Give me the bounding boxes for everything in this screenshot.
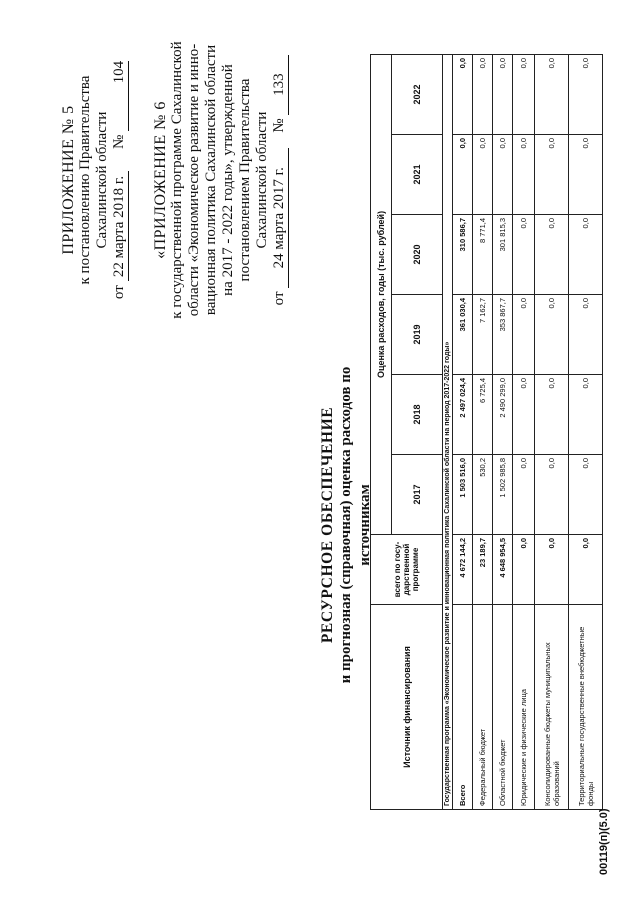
row-value: 6 725,4 [473,375,493,455]
row-value: 0,0 [569,375,603,455]
heading-title: РЕСУРСНОЕ ОБЕСПЕЧЕНИЕ [319,406,336,644]
row-label: Консолидированные бюджеты муниципальных образований [535,605,569,810]
row-value: 0,0 [569,455,603,535]
appendix-header [60,15,129,345]
row-value: 0,0 [513,375,535,455]
appendix-line-2: Сахалинской области [94,111,110,249]
row-value: 0,0 [569,215,603,295]
row-value: 0,0 [513,455,535,535]
row-value: 530,2 [473,455,493,535]
appendix-date-value: 22 марта 2018 г. [111,171,129,281]
row-value: 0,0 [453,135,473,215]
quote-line-4: на 2017 - 2022 годы», утвержденной [220,64,236,296]
quote-line-6: Сахалинской области [254,111,270,249]
quote-date-value: 24 марта 2017 г. [271,148,289,288]
row-value: 0,0 [513,135,535,215]
quote-header [152,10,289,350]
row-value: 8 771,4 [473,215,493,295]
col-header-estimate: Оценка расходов, годы (тыс. рублей) [371,54,392,534]
appendix-number-prefix: № [111,134,127,149]
row-value: 0,0 [493,54,513,134]
appendix-line-1: к постановлению Правительства [77,75,93,285]
table-row [493,54,513,809]
row-label: Территориальные государственные внебюджетные фонды [569,605,603,810]
row-value: 353 867,7 [493,295,513,375]
quote-title: «ПРИЛОЖЕНИЕ № 6 [152,101,169,259]
table-row [569,54,603,809]
col-header-year: 2018 [392,375,443,455]
row-label: Юридические и физические лица [513,605,535,810]
quote-line-1: к государственной программе Сахалинской [169,41,185,319]
row-value: 0,0 [535,215,569,295]
row-value: 0,0 [513,295,535,375]
table-row [535,54,569,809]
appendix-number-value: 104 [111,61,129,131]
row-value: 1 503 516,0 [453,455,473,535]
funding-table [370,54,603,810]
row-value: 0,0 [569,135,603,215]
row-total: 23 189,7 [473,535,493,605]
row-value: 7 162,7 [473,295,493,375]
row-total: 0,0 [513,535,535,605]
col-header-source: Источник финансирования [371,605,443,810]
appendix-title: ПРИЛОЖЕНИЕ № 5 [60,105,77,255]
funding-table-wrap [370,55,603,810]
quote-line-2: области «Экономическое развитие и инно- [186,43,202,317]
row-value: 0,0 [535,135,569,215]
row-value: 310 586,7 [453,215,473,295]
row-value: 0,0 [535,295,569,375]
quote-number-value: 133 [271,55,289,115]
program-name: Государственная программа «Экономическое развитие и инновационная политика Сахалинской области на период 2017-2022 годы» [443,54,453,809]
row-value: 0,0 [535,375,569,455]
row-value: 361 030,4 [453,295,473,375]
row-value: 2 497 024,4 [453,375,473,455]
row-label: Областной бюджет [493,605,513,810]
program-row [443,54,453,809]
row-total: 0,0 [535,535,569,605]
row-label: Всего [453,605,473,810]
row-value: 0,0 [569,54,603,134]
row-value: 0,0 [535,455,569,535]
appendix-date-line [111,15,129,345]
col-header-year: 2021 [392,135,443,215]
row-total: 4 648 954,5 [493,535,513,605]
col-header-total: всего по госу-дарственной программе [371,535,443,605]
quote-date-line [271,10,289,350]
row-value: 301 815,3 [493,215,513,295]
row-value: 0,0 [493,135,513,215]
row-value: 0,0 [513,215,535,295]
col-header-year: 2020 [392,215,443,295]
document-code: 00119(п)(5.0) [598,808,610,875]
quote-line-3: вационная политика Сахалинской области [203,44,219,316]
row-value: 0,0 [535,54,569,134]
quote-line-5: постановлением Правительства [237,78,253,282]
header-row-1 [371,54,392,809]
table-row [513,54,535,809]
document-heading [318,345,375,705]
table-row [473,54,493,809]
col-header-year: 2017 [392,455,443,535]
heading-subtitle: и прогнозная (справочная) оценка расходов по источникам [338,366,373,684]
row-value: 1 502 985,8 [493,455,513,535]
row-value: 0,0 [569,295,603,375]
row-value: 0,0 [513,54,535,134]
col-header-year: 2022 [392,54,443,134]
row-total: 4 672 144,2 [453,535,473,605]
appendix-date-prefix: от [111,285,127,300]
col-header-year: 2019 [392,295,443,375]
row-value: 2 490 299,0 [493,375,513,455]
quote-date-prefix: от [271,291,287,306]
row-value: 0,0 [453,54,473,134]
row-label: Федеральный бюджет [473,605,493,810]
row-value: 0,0 [473,54,493,134]
row-value: 0,0 [473,135,493,215]
table-row [453,54,473,809]
quote-number-prefix: № [271,118,287,133]
row-total: 0,0 [569,535,603,605]
